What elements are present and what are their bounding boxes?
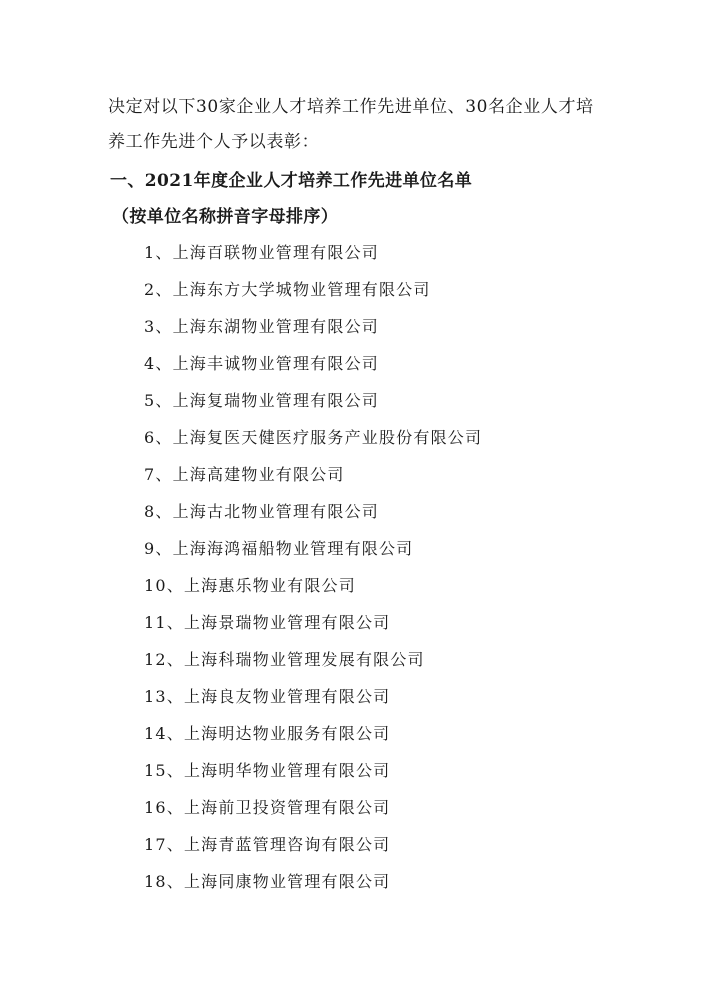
section-sort-note: （按单位名称拼音字母排序） [112,207,339,227]
list-item: 16、上海前卫投资管理有限公司 [144,798,391,817]
list-item: 4、上海丰诚物业管理有限公司 [144,354,379,373]
advanced-units-list [144,238,482,904]
list-item: 6、上海复医天健医疗服务产业股份有限公司 [144,428,483,447]
list-item: 10、上海惠乐物业有限公司 [144,576,356,595]
list-item: 12、上海科瑞物业管理发展有限公司 [144,650,425,669]
list-item: 1、上海百联物业管理有限公司 [144,243,379,262]
intro-line-1: 决定对以下30家企业人才培养工作先进单位、30名企业人才培 [108,97,594,117]
list-item: 9、上海海鸿福船物业管理有限公司 [144,539,414,558]
list-item: 13、上海良友物业管理有限公司 [144,687,391,706]
intro-line-2: 养工作先进个人予以表彰： [108,132,320,152]
intro-paragraph [108,90,628,160]
section-title: 一、2021年度企业人才培养工作先进单位名单 [110,171,473,191]
list-item: 15、上海明华物业管理有限公司 [144,761,391,780]
list-item: 8、上海古北物业管理有限公司 [144,502,379,521]
list-item: 18、上海同康物业管理有限公司 [144,872,391,891]
list-item: 17、上海青蓝管理咨询有限公司 [144,835,391,854]
list-item: 14、上海明达物业服务有限公司 [144,724,391,743]
list-item: 3、上海东湖物业管理有限公司 [144,317,379,336]
list-item: 7、上海高建物业有限公司 [144,465,345,484]
list-item: 2、上海东方大学城物业管理有限公司 [144,280,431,299]
list-item: 5、上海复瑞物业管理有限公司 [144,391,379,410]
list-item: 11、上海景瑞物业管理有限公司 [144,613,391,632]
